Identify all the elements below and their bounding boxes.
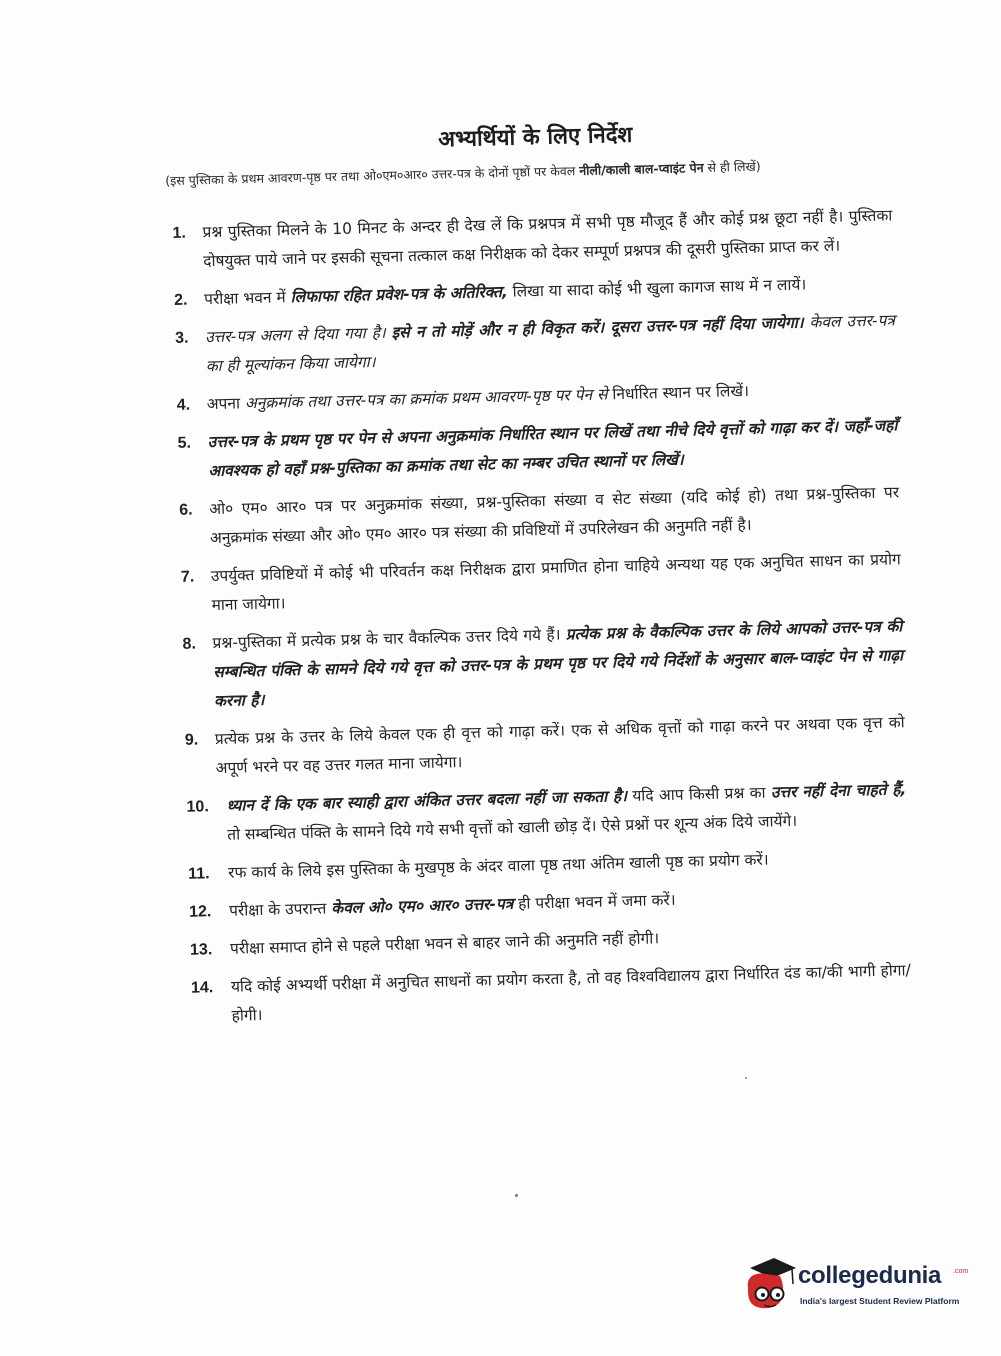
page-title: अभ्यर्थियों के लिए निर्देश — [437, 122, 633, 153]
instruction-text-segment: प्रश्न-पुस्तिका में प्रत्येक प्रश्न के चार वैकल्पिक उत्तर दिये गये हैं। — [212, 625, 566, 653]
instruction-text — [202, 201, 893, 276]
instruction-number: 6. — [179, 501, 193, 519]
subtitle-prefix: (इस पुस्तिका के प्रथम आवरण-पृष्ठ पर तथा ओ०एम०आर० उत्तर-पत्र के दोनों पृष्ठों पर केवल — [165, 163, 580, 189]
instruction-item — [189, 880, 909, 927]
instruction-text — [230, 918, 911, 964]
instruction-number: 2. — [173, 291, 188, 309]
instruction-text-segment: अनुक्रमांक तथा उत्तर-पत्र का क्रमांक प्रथम आवरण-पृष्ठ पर पेन से — [244, 385, 608, 413]
instruction-number: 3. — [174, 329, 189, 347]
instruction-text — [207, 411, 898, 486]
instruction-number: 9. — [184, 731, 199, 749]
instruction-text-segment: इसे न तो मोड़ें और न ही विकृत करें। दूसरा उत्तर-पत्र नहीं दिया जायेगा। — [391, 313, 804, 342]
instruction-text — [228, 842, 909, 888]
instruction-text-segment: ध्यान दें कि एक बार स्याही द्वारा अंकित उत्तर बदला नहीं जा सकता है। — [226, 787, 628, 815]
collegedunia-watermark — [740, 1254, 970, 1314]
instruction-text-segment: तो सम्बन्धित पंक्ति के सामने दिये गये सभी वृत्तों को खाली छोड़ दें। ऐसे प्रश्नों पर शून्य अंक दिये जायेंगे। — [227, 811, 798, 844]
instruction-text — [211, 545, 902, 620]
instruction-text-segment: परीक्षा के उपरान्त — [228, 899, 332, 920]
instruction-number: 4. — [176, 396, 191, 414]
instruction-item — [188, 842, 908, 889]
instruction-text-segment: उत्तर-पत्र अलग से दिया गया है। — [204, 323, 392, 347]
speck-mark — [745, 1077, 747, 1079]
subtitle-suffix: से ही लिखें) — [703, 158, 761, 175]
instruction-number: 13. — [189, 941, 213, 959]
instructions-sheet — [165, 112, 912, 1040]
instruction-item — [175, 306, 896, 382]
instruction-text-segment: अपना — [206, 394, 246, 414]
instruction-text-segment: ही परीक्षा भवन में जमा करें। — [513, 890, 676, 913]
instruction-text-segment: उत्तर नहीं देना चाहते हैं, — [770, 780, 907, 802]
instruction-number: 8. — [182, 635, 197, 653]
instruction-item — [176, 373, 896, 420]
instruction-text-segment: परीक्षा भवन में — [203, 288, 291, 309]
subtitle-bold: नीली/काली बाल-प्वाइंट पेन — [579, 159, 704, 179]
instruction-text-segment: लिखा या सादा कोई भी खुला कागज साथ में न लायें। — [507, 275, 807, 301]
instruction-text-segment: प्रश्न पुस्तिका मिलने के 10 मिनट के अन्दर ही देख लें कि प्रश्नपत्र में सभी पृष्ठ मौजूद हैं और कोई प्रश्न छूटा नहीं है। पुस्तिका दोषयुक्त पाये जाने पर इसकी सूचना तत्काल कक्ष निरीक्षक को देकर सम्पूर्ण प्रश्नपत्र की दूसरी पुस्तिका प्राप्त कर लें। — [202, 206, 893, 271]
instruction-item — [190, 918, 910, 965]
instruction-text — [226, 775, 907, 850]
instruction-text-segment: यदि कोई अभ्यर्थी परीक्षा में अनुचित साधनों का प्रयोग करता है, तो वह विश्वविद्यालय द्वारा निर्धारित दंड का/की भागी होगा/होगी। — [230, 961, 911, 1025]
instruction-text — [212, 612, 904, 716]
instruction-item — [179, 478, 900, 554]
instruction-item — [182, 612, 904, 717]
instruction-text — [209, 478, 900, 553]
instruction-text — [204, 268, 895, 314]
instruction-number: 14. — [190, 979, 214, 997]
instruction-text-segment: निर्धारित स्थान पर लिखें। — [607, 381, 750, 404]
instruction-text-segment: यदि आप किसी प्रश्न का — [626, 783, 772, 806]
instruction-text-segment: प्रत्येक प्रश्न के वैकल्पिक उत्तर के लिये आपको उत्तर-पत्र की सम्बन्धित पंक्ति के सामने दिये गये वृत्त को उत्तर-पत्र के प्रथम पृष्ठ पर दिये गये निर्देशों के अनुसार बाल-प्वाइंट पेन से गाढ़ा करना है। — [213, 617, 904, 711]
instruction-item — [185, 708, 906, 784]
page-subtitle — [165, 154, 891, 189]
instruction-text-segment: लिफाफा रहित प्रवेश-पत्र के अतिरिक्त, — [290, 282, 508, 307]
instruction-text — [229, 880, 910, 926]
instruction-text — [215, 708, 906, 783]
instruction-list — [172, 201, 912, 1031]
instruction-item — [186, 775, 907, 851]
instruction-number: 11. — [187, 865, 210, 883]
instruction-item — [172, 201, 893, 277]
instruction-text — [205, 306, 896, 381]
instruction-number: 1. — [172, 224, 187, 242]
brand-domain: .com — [953, 1268, 969, 1275]
instruction-number: 10. — [186, 798, 210, 816]
instruction-text-segment: केवल उत्तर-पत्र का ही मूल्यांकन किया जायेगा। — [205, 311, 896, 376]
instruction-text-segment: ओ० एम० आर० पत्र पर अनुक्रमांक संख्या, प्रश्न-पुस्तिका संख्या व सेट संख्या (यदि कोई हो) तथा प्रश्न-पुस्तिका पर अनुक्रमांक संख्या और ओ० एम० आर० पत्र संख्या की प्रविष्टियों में उपरिलेखन की अनुमति नहीं है। — [209, 483, 900, 548]
instruction-text-segment: उपर्युक्त प्रविष्टियों में कोई भी परिवर्तन कक्ष निरीक्षक द्वारा प्रमाणित होना चाहिये अन्यथा यह एक अनुचित साधन का प्रयोग माना जायेगा। — [210, 550, 901, 615]
instruction-number: 5. — [177, 434, 192, 452]
instruction-number: 12. — [188, 903, 212, 921]
instruction-item — [174, 268, 894, 315]
brand-tagline: India's largest Student Review Platform — [800, 1296, 960, 1306]
instruction-item — [191, 956, 912, 1032]
brand-name: collegedunia — [798, 1262, 942, 1289]
student-mascot-icon — [740, 1254, 796, 1312]
instruction-text-segment: प्रत्येक प्रश्न के उत्तर के लिये केवल एक ही वृत्त को गाढ़ा करें। एक से अधिक वृत्तों को गाढ़ा करने पर अथवा एक वृत्त को अपूर्ण भरने पर वह उत्तर गलत माना जायेगा। — [214, 713, 905, 778]
speck-mark — [515, 1194, 518, 1197]
instruction-text-segment: परीक्षा समाप्त होने से पहले परीक्षा भवन से बाहर जाने की अनुमति नहीं होगी। — [229, 929, 660, 958]
instruction-text-segment: उत्तर-पत्र के प्रथम पृष्ठ पर पेन से अपना अनुक्रमांक निर्धारित स्थान पर लिखें तथा नीचे दिये वृत्तों को गाढ़ा कर दें। जहाँ-जहाँ आवश्यक हो वहाँ प्रश्न-पुस्तिका का क्रमांक तथा सेट का नम्बर उचित स्थानों पर लिखें। — [207, 416, 898, 481]
instruction-text — [206, 373, 897, 419]
instruction-item — [181, 545, 902, 621]
instruction-text-segment: केवल ओ० एम० आर० उत्तर-पत्र — [331, 894, 514, 918]
instruction-text-segment: रफ कार्य के लिये इस पुस्तिका के मुखपृष्ठ के अंदर वाला पृष्ठ तथा अंतिम खाली पृष्ठ का प्रयोग करें। — [227, 850, 769, 882]
instruction-text — [231, 956, 912, 1031]
instruction-item — [177, 411, 898, 487]
instruction-number: 7. — [180, 568, 195, 586]
